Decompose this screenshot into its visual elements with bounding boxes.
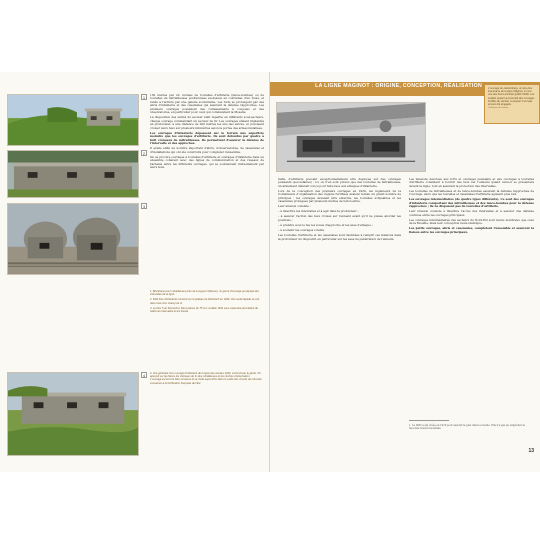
paragraph: Lors de la conception des premiers ouvrages en 1929, les ingénieurs de la Commission d'organisation des régions fortifiées avaient retenu un grand nombre de principes : les ouvrages devaient être enterrés, les tourelles éclipsables et les casemates protégées par plusieurs mètres de béton armé. [278,188,401,204]
right-page-column-1 [278,178,401,418]
running-header: LA LIGNE MAGINOT : ORIGINE, CONCEPTION, RÉALISATION [315,83,482,89]
photo-workshop [276,102,426,172]
photo-blockhouse-hill [7,94,139,146]
left-page-text-column [150,94,264,284]
paragraph: La disposition des unités du secteur était répartie en différents sous-secteurs, chaque ouvrage commandant un secteur de tir. Les ouvrages étaient implantés en profondeur, à une distance de 200 mètres les uns des autres, et pouvaient croiser leurs feux sur plusieurs kilomètres selon la portée des armes installées. [150,115,264,130]
photo-domed-pillboxes [7,203,139,275]
left-page [0,72,270,472]
paragraph: Les tourelles d'artillerie et les casemates sont destinées à remplir ces missions dans la profondeur du dispositif, en particulier sur les axes de pénétration de l'ennemi. [278,233,401,241]
photo-number: 4 [142,373,146,378]
caption: 2. Petit bloc d'infanterie construit sur la plateau de Rohrbach en 1930. Une seule façade se voit dans l'axe d'un champ de tir. [150,298,260,305]
footnote-rule [409,420,449,421]
paragraph: Les missions dévolues aux forts et ouvrages puissants et aux ouvrages à tourelles d'artillerie consistent à fournir des feux sur l'ennemi quand celui-ci se présentera devant la ligne, tout en assurant la protection des intervalles. [409,178,534,188]
caption: 4. Vue générale d'un ouvrage d'infanterie de la ligne des années 1930, construit par le génie. On aperçoit sur les flancs les créneaux de tir des mitrailleuses et les cloches d'observation. L'ouvrage est encore bien conservé et se visite aujourd'hui dans le cadre des circuits de mémoire consacrés à la fortification française de l'Est. [150,372,262,385]
corner-credit: Collection de l'auteur [488,107,509,110]
paragraph: Les ouvrages d'infanterie dépassent sur le terrain une superficie moindre que les ouvrages d'artillerie. Ils sont défendus par quatre à huit créneaux de mitrailleuses. Ils permettent d'assurer la défense de l'intervalle et des approches. [150,130,264,146]
paragraph: Il existe enfin un nombre important d'abris, d'observatoires, de casemates et d'installations qui ont été construits pour compléter l'ensemble. [150,146,264,154]
paragraph: Leur mission consiste à interdire l'accès des intervalles et à assurer une défense continue entre les ouvrages principaux. [409,209,534,217]
photo-casemate [7,150,139,198]
paragraph: Les ouvrages intermédiaires des secteurs du Nord-Est sont moins nombreux que ceux de la Moselle, mais leur conception reste identique. [409,217,534,226]
photo-number: 3 [142,204,146,209]
paragraph: taille, d'artillerie pouvant exceptionnellement être déployée sur des ouvrages puissants (secondaires) : ici, on n'en sont prévus que des tourelles de mitrailleuses, un armement défensif conçu pour faire face aux attaques d'infanterie. [278,178,401,188]
footnote: 1. La SDN a été créée en 1919 pour assurer la paix dans le monde. Elle n'a pas pu empêcher la Seconde Guerre mondiale. [409,424,525,430]
paragraph: On se procure ouvrages à tourelles d'artillerie et ouvrages d'infanterie dans un ensemble cohérent avec des lignes de communication et des réseaux de barbelés entre les différents ouvrages, qui se soutiennent mutuellement par leurs feux. [150,154,264,169]
book-spread [0,72,540,472]
left-page-bottom-caption [150,372,262,387]
paragraph: Les ouvrages intermédiaires (de quatre types différents). Ce sont des ouvrages d'infanterie comportant des mitrailleuses et des lance-bombes pour la défense rapprochée ; ils ne disposent pas de tourelles d'artillerie. [409,197,534,209]
corner-caption-box [484,84,540,124]
photo-number: 1 [142,95,146,100]
caption: 1. Blockhaus pour mitrailleuses près de Longuyon (Meuse), un genre d'ouvrage qui équipe des intervalles de la ligne. [150,290,259,297]
paragraph: – à soutenir les ouvrages voisins. [278,228,325,232]
paragraph: Les tourelles de mitrailleuses et de lance-bombes assurent la défense rapprochée de l'ouvrage, alors que les tourelles et casemates d'artillerie agissent plus loin. [409,188,534,197]
paragraph: – à assurer l'action des feux croisés sur l'ennemi avant qu'il ne puisse aborder les positions ; [278,214,401,222]
right-page [270,72,540,472]
photo-number: 2 [142,151,146,156]
paragraph: – à interdire les intervalles et à agir dans la profondeur ; [278,209,359,214]
corner-caption: L'ouvrage du Hackenberg, un des plus importants de la ligne Maginot, ici une vue des blocs d'entrée (juillet 1939). Les soldats posent à proximité des ouvrages fortifiés du secteur, la plupart n'ont pas encore été engagés. [488,87,535,107]
photo-infantry-bunker [7,372,139,456]
caption: 3. Le bloc 5 du Simserhof. Deux pièces de 75 mm modèle 1932 sous casemate permettent de battre les intervalles et les fossés. [150,306,258,314]
paragraph: Les petits ouvrages, abris et casemates, complètent l'ensemble et assurent la liaison entre les ouvrages principaux. [409,226,534,234]
right-page-column-2 [409,178,534,416]
paragraph: – à prendre sous le feu les zones d'approche et les axes d'attaque ; [278,222,373,227]
paragraph: Leur mission consiste : [278,204,311,209]
paragraph: 150 mètres par 22, munies de tourelles d'artillerie (lance-bombes) ou de tourelles de mitrailleuses positionnées au-dessus en contrebas d'un fossé, et reliés à l'arrière par une galerie souterraine. Les forts se prolongent par des abris d'infanterie et des casemates qui assurent la défense rapprochée. Les premiers ouvrages possèdent des cuirassements à coupoles et des observatoires, en particulier pour ceux qui commandent la Moselle. [150,94,264,115]
left-page-captions [150,290,262,315]
page-number: 13 [528,448,534,454]
